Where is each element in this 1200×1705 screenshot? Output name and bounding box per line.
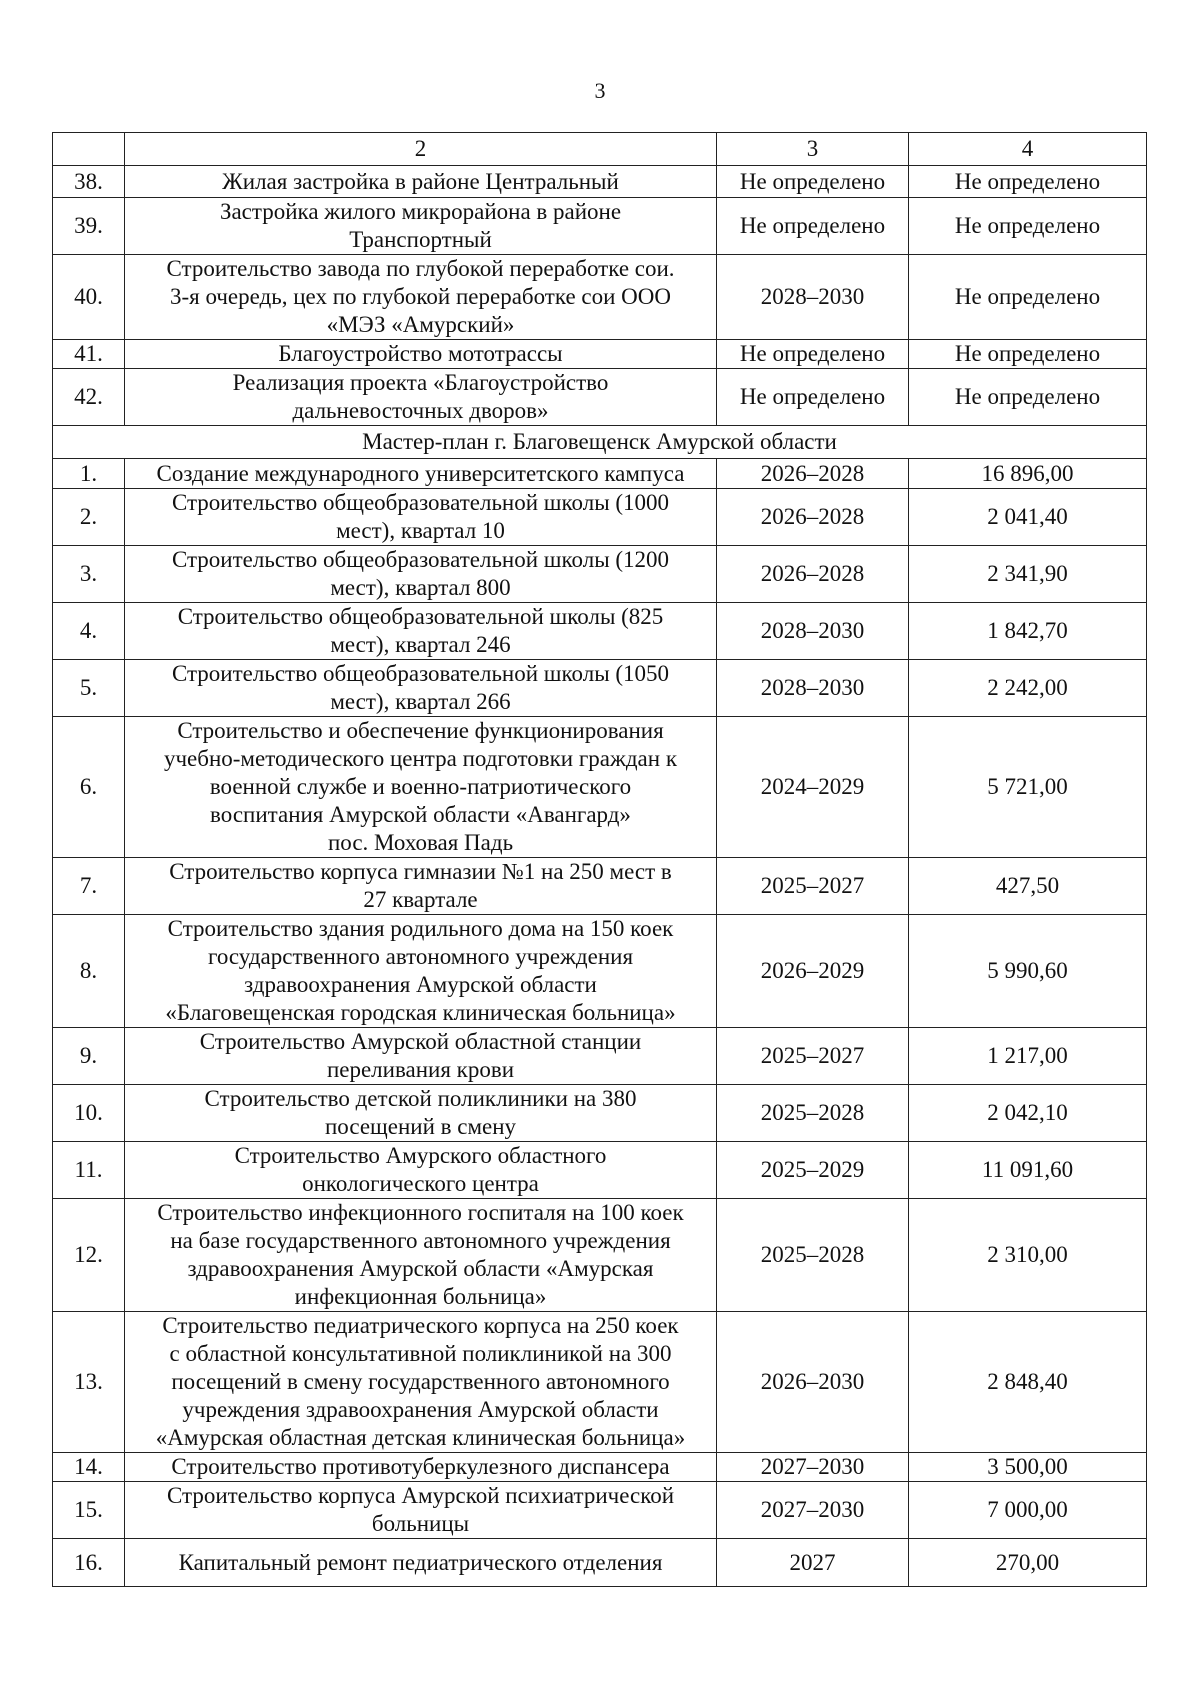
table-row xyxy=(53,340,1147,369)
project-cost: Не определено xyxy=(909,166,1147,198)
project-period: 2026–2028 xyxy=(717,489,909,546)
table-row xyxy=(53,369,1147,426)
table-row xyxy=(53,1539,1147,1587)
project-period: 2027 xyxy=(717,1539,909,1587)
project-cost: 7 000,00 xyxy=(909,1482,1147,1539)
project-name: Строительство педиатрического корпуса на 250 коек с областной консультативной поликлиникой на 300 посещений в смену государственного автономного учреждения здравоохранения Амурской области «Амурская областная детская клиническая больница» xyxy=(125,1312,717,1453)
project-name: Строительство корпуса Амурской психиатрической больницы xyxy=(125,1482,717,1539)
section-title: Мастер-план г. Благовещенск Амурской области xyxy=(53,426,1147,459)
project-period: 2025–2028 xyxy=(717,1199,909,1312)
table-row xyxy=(53,1028,1147,1085)
project-cost: 16 896,00 xyxy=(909,459,1147,489)
project-name: Строительство Амурской областной станции переливания крови xyxy=(125,1028,717,1085)
project-name: Жилая застройка в районе Центральный xyxy=(125,166,717,198)
header-cell-2: 2 xyxy=(125,133,717,166)
project-name: Строительство общеобразовательной школы (1000 мест), квартал 10 xyxy=(125,489,717,546)
row-number: 5. xyxy=(53,660,125,717)
project-period: Не определено xyxy=(717,166,909,198)
table-row xyxy=(53,1199,1147,1312)
table-row xyxy=(53,717,1147,858)
row-number: 13. xyxy=(53,1312,125,1453)
table-body-bottom xyxy=(53,459,1147,1587)
project-name: Строительство общеобразовательной школы (1050 мест), квартал 266 xyxy=(125,660,717,717)
row-number: 39. xyxy=(53,198,125,255)
row-number: 15. xyxy=(53,1482,125,1539)
project-name: Застройка жилого микрорайона в районе Транспортный xyxy=(125,198,717,255)
table-row xyxy=(53,1453,1147,1482)
project-period: 2027–2030 xyxy=(717,1482,909,1539)
project-cost: 1 842,70 xyxy=(909,603,1147,660)
project-period: 2026–2028 xyxy=(717,459,909,489)
table-row xyxy=(53,1312,1147,1453)
project-cost: 3 500,00 xyxy=(909,1453,1147,1482)
table-row xyxy=(53,198,1147,255)
project-name: Строительство завода по глубокой переработке сои. 3-я очередь, цех по глубокой переработке сои ООО «МЭЗ «Амурский» xyxy=(125,255,717,340)
project-cost: 2 341,90 xyxy=(909,546,1147,603)
row-number: 42. xyxy=(53,369,125,426)
row-number: 1. xyxy=(53,459,125,489)
project-period: 2025–2029 xyxy=(717,1142,909,1199)
project-name: Реализация проекта «Благоустройство дальневосточных дворов» xyxy=(125,369,717,426)
table-row xyxy=(53,459,1147,489)
project-period: Не определено xyxy=(717,369,909,426)
project-cost: 5 721,00 xyxy=(909,717,1147,858)
project-name: Строительство Амурского областного онкологического центра xyxy=(125,1142,717,1199)
row-number: 8. xyxy=(53,915,125,1028)
project-period: 2027–2030 xyxy=(717,1453,909,1482)
project-name: Строительство противотуберкулезного диспансера xyxy=(125,1453,717,1482)
project-cost: 2 041,40 xyxy=(909,489,1147,546)
project-name: Строительство здания родильного дома на 150 коек государственного автономного учреждения здравоохранения Амурской области «Благовещенская городская клиническая больница» xyxy=(125,915,717,1028)
project-cost: 427,50 xyxy=(909,858,1147,915)
table-row xyxy=(53,1482,1147,1539)
header-cell-3: 3 xyxy=(717,133,909,166)
row-number: 16. xyxy=(53,1539,125,1587)
table-row xyxy=(53,603,1147,660)
table-row xyxy=(53,546,1147,603)
table-row xyxy=(53,489,1147,546)
project-name: Строительство корпуса гимназии №1 на 250 мест в 27 квартале xyxy=(125,858,717,915)
project-cost: Не определено xyxy=(909,369,1147,426)
project-period: Не определено xyxy=(717,198,909,255)
table-row xyxy=(53,255,1147,340)
projects-table xyxy=(52,132,1147,1587)
project-name: Благоустройство мототрассы xyxy=(125,340,717,369)
table-header-row xyxy=(53,133,1147,166)
project-cost: 2 042,10 xyxy=(909,1085,1147,1142)
row-number: 7. xyxy=(53,858,125,915)
project-name: Строительство инфекционного госпиталя на 100 коек на базе государственного автономного учреждения здравоохранения Амурской области «Амурская инфекционная больница» xyxy=(125,1199,717,1312)
row-number: 38. xyxy=(53,166,125,198)
project-period: 2028–2030 xyxy=(717,255,909,340)
row-number: 14. xyxy=(53,1453,125,1482)
row-number: 4. xyxy=(53,603,125,660)
header-cell-1 xyxy=(53,133,125,166)
project-name: Строительство общеобразовательной школы (1200 мест), квартал 800 xyxy=(125,546,717,603)
row-number: 10. xyxy=(53,1085,125,1142)
row-number: 12. xyxy=(53,1199,125,1312)
page-number: 3 xyxy=(594,78,606,103)
table-row xyxy=(53,1085,1147,1142)
header-cell-4: 4 xyxy=(909,133,1147,166)
project-name: Строительство общеобразовательной школы (825 мест), квартал 246 xyxy=(125,603,717,660)
section-row xyxy=(53,426,1147,459)
project-period: 2026–2028 xyxy=(717,546,909,603)
row-number: 3. xyxy=(53,546,125,603)
project-period: 2025–2027 xyxy=(717,1028,909,1085)
row-number: 41. xyxy=(53,340,125,369)
table-row xyxy=(53,1142,1147,1199)
project-period: 2028–2030 xyxy=(717,660,909,717)
project-name: Строительство и обеспечение функционирования учебно-методического центра подготовки граждан к военной службе и военно-патриотического воспитания Амурской области «Авангард» пос. Моховая Падь xyxy=(125,717,717,858)
row-number: 6. xyxy=(53,717,125,858)
table-body-top xyxy=(53,166,1147,426)
table-row xyxy=(53,915,1147,1028)
project-name: Капитальный ремонт педиатрического отделения xyxy=(125,1539,717,1587)
table-section xyxy=(53,426,1147,459)
project-period: Не определено xyxy=(717,340,909,369)
project-cost: 270,00 xyxy=(909,1539,1147,1587)
project-period: 2025–2028 xyxy=(717,1085,909,1142)
row-number: 2. xyxy=(53,489,125,546)
project-name: Создание международного университетского кампуса xyxy=(125,459,717,489)
project-cost: 2 848,40 xyxy=(909,1312,1147,1453)
project-cost: 2 242,00 xyxy=(909,660,1147,717)
project-period: 2028–2030 xyxy=(717,603,909,660)
row-number: 11. xyxy=(53,1142,125,1199)
project-period: 2026–2030 xyxy=(717,1312,909,1453)
row-number: 40. xyxy=(53,255,125,340)
project-cost: 1 217,00 xyxy=(909,1028,1147,1085)
project-period: 2026–2029 xyxy=(717,915,909,1028)
project-cost: 11 091,60 xyxy=(909,1142,1147,1199)
project-period: 2024–2029 xyxy=(717,717,909,858)
project-cost: Не определено xyxy=(909,255,1147,340)
row-number: 9. xyxy=(53,1028,125,1085)
table-row xyxy=(53,858,1147,915)
project-name: Строительство детской поликлиники на 380 посещений в смену xyxy=(125,1085,717,1142)
project-period: 2025–2027 xyxy=(717,858,909,915)
project-cost: Не определено xyxy=(909,340,1147,369)
project-cost: Не определено xyxy=(909,198,1147,255)
project-cost: 2 310,00 xyxy=(909,1199,1147,1312)
project-cost: 5 990,60 xyxy=(909,915,1147,1028)
table-row xyxy=(53,166,1147,198)
table-row xyxy=(53,660,1147,717)
